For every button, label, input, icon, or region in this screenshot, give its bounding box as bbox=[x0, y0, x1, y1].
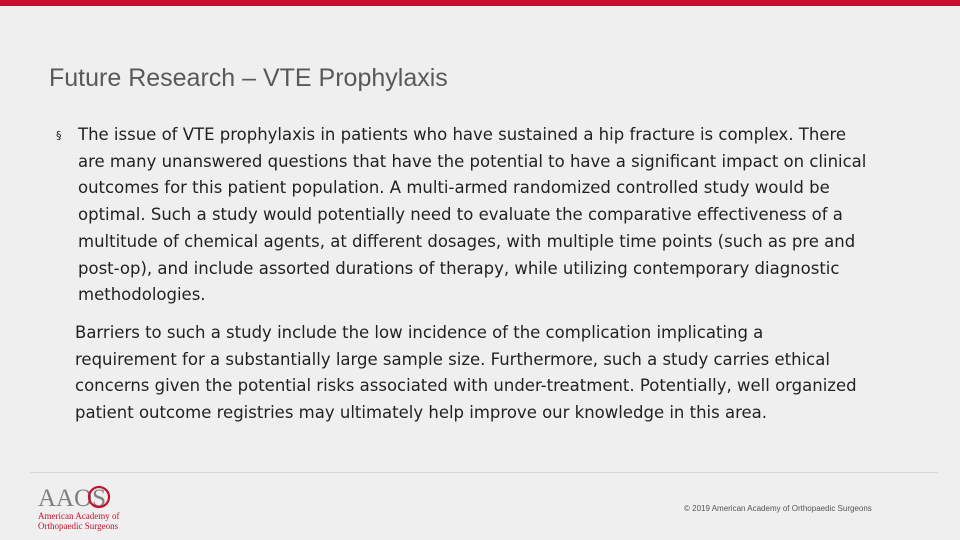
slide-title: Future Research – VTE Prophylaxis bbox=[49, 64, 448, 92]
aaos-logo bbox=[37, 483, 157, 533]
bullet-icon: § bbox=[56, 129, 62, 142]
logo-wordmark: AAOS bbox=[38, 485, 107, 512]
top-accent-bar bbox=[0, 0, 960, 6]
logo-line-1: American Academy of bbox=[38, 511, 120, 521]
slide-body bbox=[56, 122, 876, 427]
paragraph-2: Barriers to such a study include the low incidence of the complication implicating a requirement for a substantially large sample size. Furthermore, such a study carries ethical concerns given the potential risks associated with under-treatment. Potentially, well organized patient outcome registries may ultimately help improve our knowledge in this area. bbox=[75, 322, 857, 423]
bullet-item bbox=[56, 122, 876, 309]
footer-divider bbox=[30, 472, 938, 473]
paragraph-1: The issue of VTE prophylaxis in patients who have sustained a hip fracture is complex. There are many unanswered questions that have the potential to have a significant impact on clinical outcomes for this patient population. A multi-armed randomized controlled study would be optimal. Such a study would potentially need to evaluate the comparative effectiveness of a multitude of chemical agents, at different dosages, with multiple time points (such as pre and post-op), and include assorted durations of therapy, while utilizing contemporary diagnostic methodologies. bbox=[78, 125, 867, 305]
logo-line-2: Orthopaedic Surgeons bbox=[38, 521, 119, 531]
copyright-text: © 2019 American Academy of Orthopaedic Surgeons bbox=[684, 504, 872, 513]
